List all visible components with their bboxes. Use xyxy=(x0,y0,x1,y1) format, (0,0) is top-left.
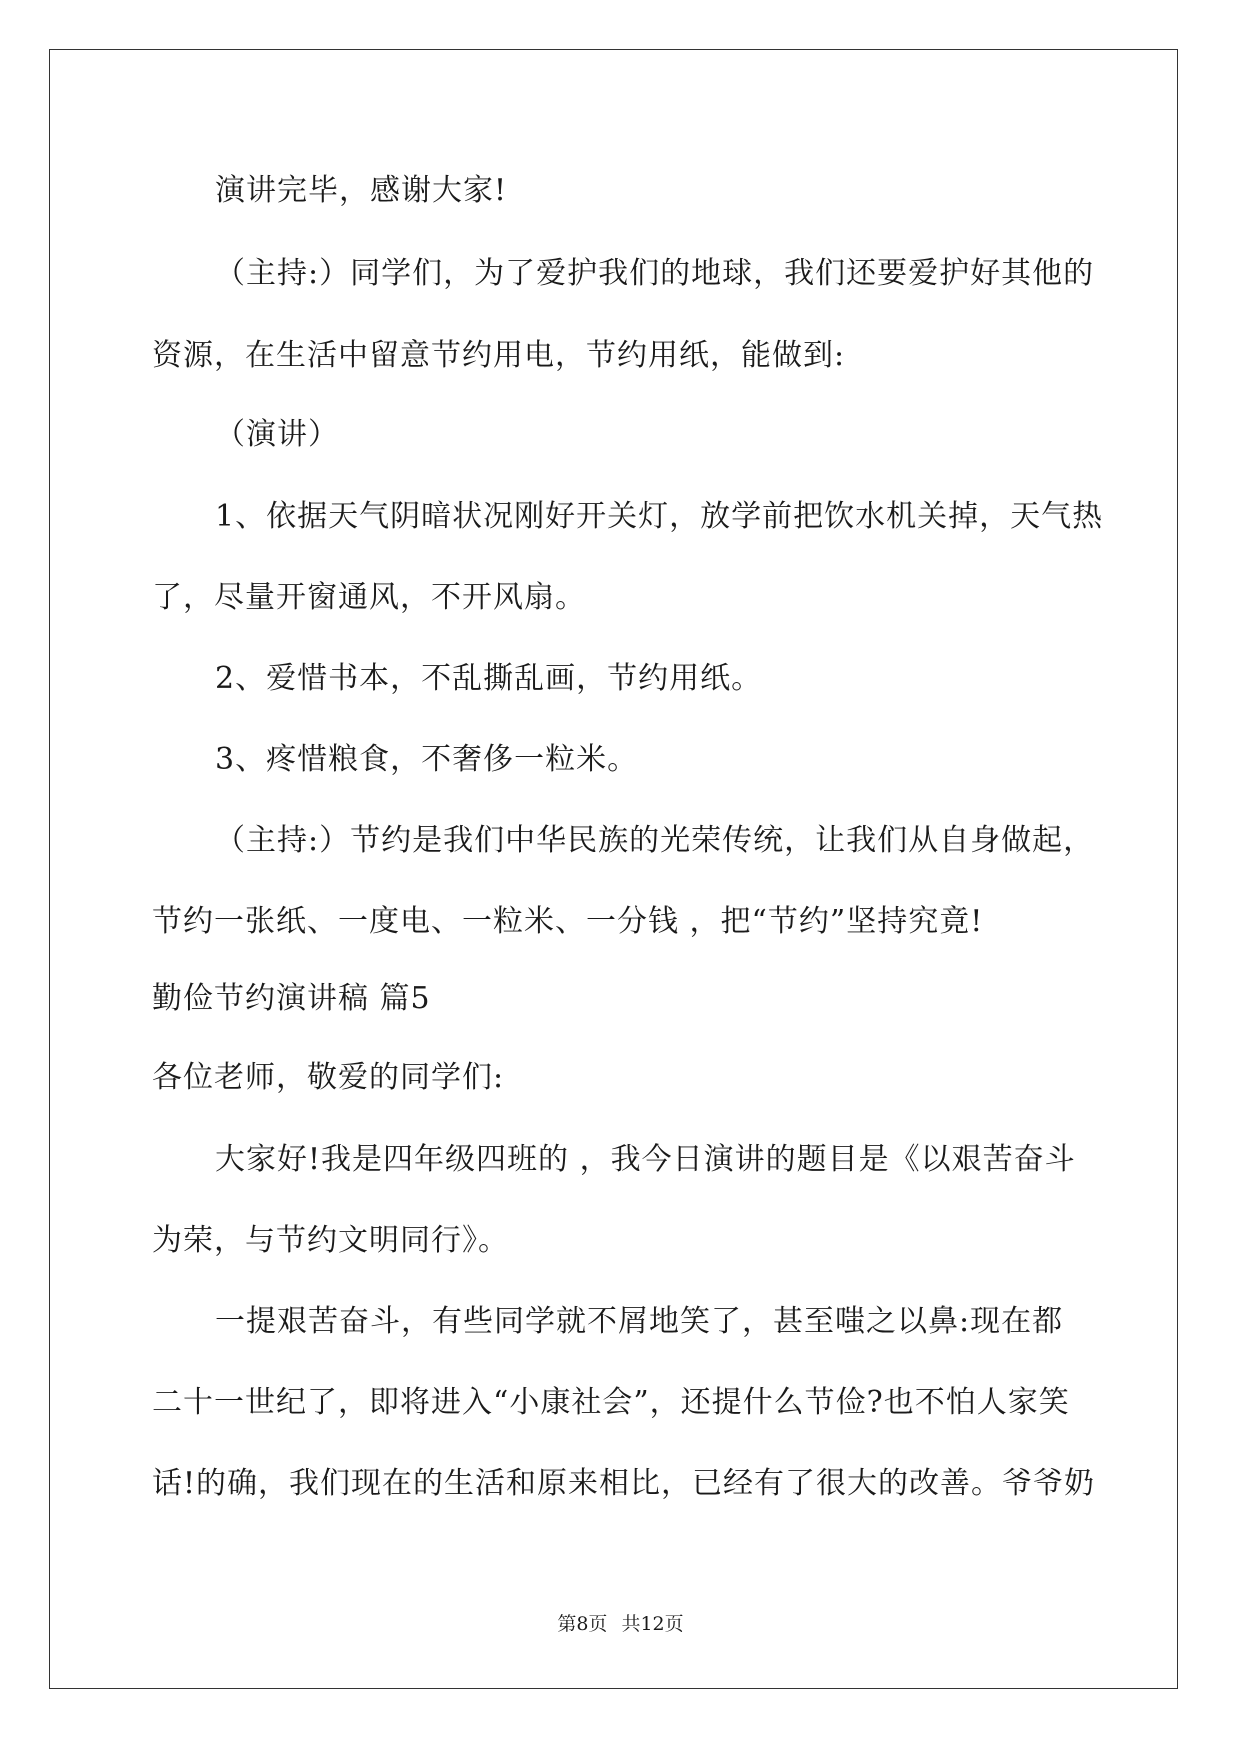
text-line: 2、爱惜书本，不乱撕乱画，节约用纸。 xyxy=(215,661,763,696)
page-border xyxy=(49,49,1178,1689)
text-line: 二十一世纪了，即将进入“小康社会”，还提什么节俭?也不怕人家笑 xyxy=(152,1385,1070,1420)
text-line: 一提艰苦奋斗，有些同学就不屑地笑了，甚至嗤之以鼻:现在都 xyxy=(215,1304,1064,1339)
page-total: 共12页 xyxy=(621,1613,684,1635)
text-line: 大家好!我是四年级四班的 ，我今日演讲的题目是《以艰苦奋斗 xyxy=(215,1142,1076,1177)
text-line: 演讲完毕，感谢大家! xyxy=(215,173,508,208)
text-line: 3、疼惜粮食，不奢侈一粒米。 xyxy=(215,742,639,777)
text-line: （主持:）节约是我们中华民族的光荣传统，让我们从自身做起， xyxy=(215,823,1095,858)
salutation: 各位老师，敬爱的同学们: xyxy=(152,1060,505,1095)
text-line: （主持:）同学们，为了爱护我们的地球，我们还要爱护好其他的 xyxy=(215,256,1095,291)
text-line: （演讲） xyxy=(215,417,339,452)
text-line: 1、依据天气阴暗状况刚好开关灯，放学前把饮水机关掉，天气热 xyxy=(215,499,1104,534)
text-line: 了，尽量开窗通风，不开风扇。 xyxy=(152,580,586,615)
page-footer xyxy=(0,1612,1241,1636)
text-line: 话!的确，我们现在的生活和原来相比，已经有了很大的改善。爷爷奶 xyxy=(152,1466,1096,1501)
page-number: 第8页 xyxy=(557,1613,608,1635)
text-line: 节约一张纸、一度电、一粒米、一分钱 ，把“节约”坚持究竟! xyxy=(152,904,984,939)
section-heading: 勤俭节约演讲稿 篇5 xyxy=(152,981,431,1016)
text-line: 为荣，与节约文明同行》。 xyxy=(152,1223,509,1258)
text-line: 资源，在生活中留意节约用电，节约用纸，能做到: xyxy=(152,338,846,373)
